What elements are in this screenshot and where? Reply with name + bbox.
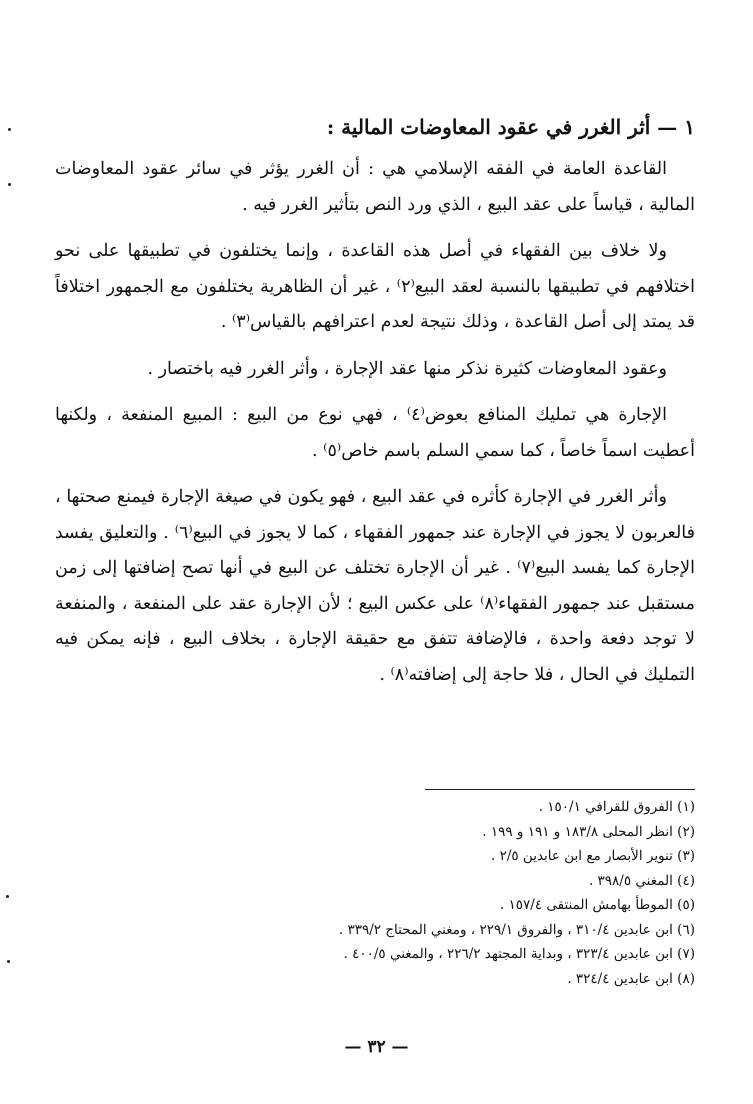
paragraph-gharar-in-ijara: وأثر الغرر في الإجارة كأثره في عقد البيع ، فهو يكون في صيغة الإجارة فيمنع صحتها ، فالعربون لا يجوز في الإجارة عند جمهور الفقهاء ، كما لا يجوز في البيع⁽٦⁾ . والتعليق يفسد الإجارة كما يفسد البيع⁽٧⁾ . غير أن الإجارة تختلف عن البيع في أنها تصح إضافتها إلى زمن مستقبل عند جمهور الفقهاء⁽٨⁾ على عكس البيع ؛ لأن الإجارة عقد على المنفعة ، والمنفعة لا توجد دفعة واحدة ، فالإضافة تتفق مع حقيقة الإجارة ، بخلاف البيع ، فإنه يمكن فيه التمليك في الحال ، فلا حاجة إلى إضافته⁽٨⁾ . [55, 487, 695, 685]
footnote-6: (٦) ابن عابدين ٣١٠/٤ ، والفروق ٢٢٩/١ ، ومغني المحتاج ٣٣٩/٢ . [338, 921, 695, 938]
footnote-5: (٥) الموطأ بهامش المنتقى ١٥٧/٤ . [499, 897, 695, 913]
footnote-8: (٨) ابن عابدين ٣٢٤/٤ . [567, 970, 695, 987]
body-text [55, 152, 695, 704]
paragraph-exchange-contracts: وعقود المعاوضات كثيرة نذكر منها عقد الإجارة ، وأثر الغرر فيه باختصار . [147, 358, 667, 379]
margin-mark [7, 960, 10, 963]
paragraph-general-rule: القاعدة العامة في الفقه الإسلامي هي : أن الغرر يؤثر في سائر عقود المعاوضات المالية ، قياساً على عقد البيع ، الذي ورد النص بتأثير الغرر فيه . [55, 159, 695, 215]
footnote-7: (٧) ابن عابدين ٣٢٣/٤ ، وبداية المجتهد ٢٢٦/٢ ، والمغني ٤٠٠/٥ . [343, 946, 695, 962]
page-number: — ٣٢ — [344, 1037, 409, 1057]
footnotes [55, 795, 695, 991]
margin-mark [6, 895, 9, 898]
margin-mark [8, 183, 11, 186]
section-heading: ١ — أثر الغرر في عقود المعاوضات المالية : [326, 115, 695, 139]
footnote-4: (٤) المغني ٣٩٨/٥ . [588, 872, 695, 889]
footnote-divider [425, 789, 695, 790]
footnote-2: (٢) انظر المحلى ١٨٣/٨ و ١٩١ و ١٩٩ . [482, 823, 695, 840]
footnote-3: (٣) تنوير الأبصار مع ابن عابدين ٢/٥ . [490, 848, 695, 864]
paragraph-jurists-agreement: ولا خلاف بين الفقهاء في أصل هذه القاعدة ، وإنما يختلفون في تطبيقها على نحو اختلافهم في تطبيقها بالنسبة لعقد البيع⁽٢⁾ ، غير أن الظاهرية يختلفون مع الجمهور اختلافاً قد يمتد إلى أصل القاعدة ، وذلك نتيجة لعدم اعترافهم بالقياس⁽٣⁾ . [55, 241, 695, 332]
margin-mark [8, 128, 11, 131]
paragraph-ijara-definition: الإجارة هي تمليك المنافع بعوض⁽٤⁾ ، فهي نوع من البيع : المبيع المنفعة ، ولكنها أعطيت اسماً خاصاً ، كما سمي السلم باسم خاص⁽٥⁾ . [55, 405, 695, 461]
footnote-1: (١) الفروق للقرافي ١٥٠/١ . [538, 799, 695, 815]
